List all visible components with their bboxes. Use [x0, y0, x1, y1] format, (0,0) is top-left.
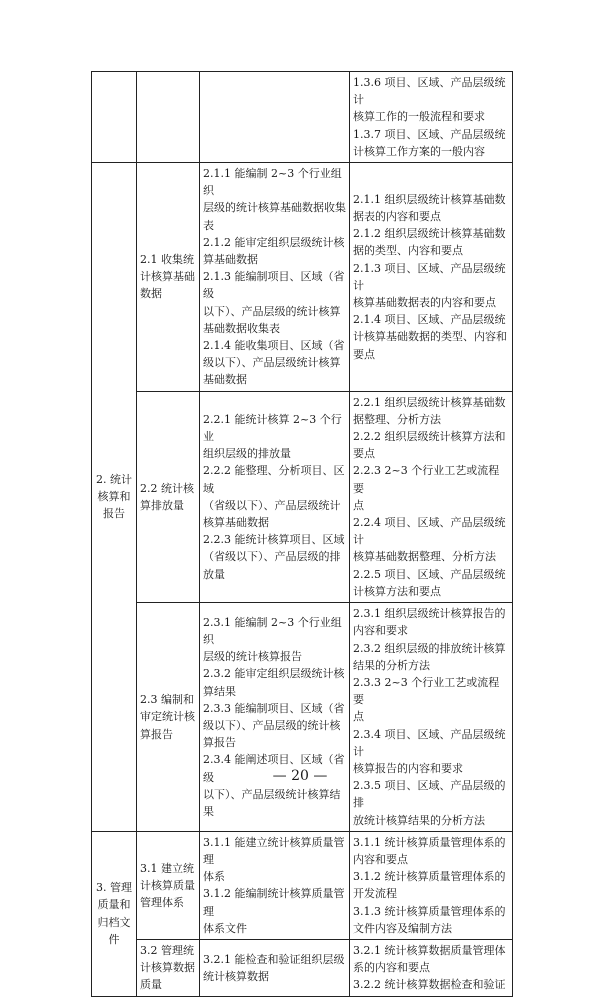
text-line: 算结果	[203, 684, 236, 698]
text-line: 2.2.5 项目、区域、产品层级统	[353, 567, 506, 581]
text-line: 点	[353, 710, 364, 724]
table-row-1	[92, 72, 513, 163]
text-line: 2.3.2 能审定组织层级统计核	[203, 667, 345, 681]
skill-requirements-cell	[200, 163, 350, 392]
text-line: 2.3.3 能编制项目、区域（省	[203, 701, 345, 715]
text-line: 3.2.1 能检查和验证组织层级	[203, 952, 345, 966]
text-line: 级以下）、产品层级的统计核	[203, 718, 341, 732]
text-line: 2.2.1 组织层级统计核算基础数	[353, 395, 506, 409]
text-line: 系的内容和要点	[353, 961, 430, 975]
text-line: 2.2.2 能整理、分析项目、区域	[203, 464, 345, 495]
table-row-4	[92, 603, 513, 832]
table-row-3	[92, 391, 513, 602]
text-line: 3.2 管理统	[140, 943, 194, 957]
text-line: 2.3.4 项目、区域、产品层级统计	[353, 727, 506, 758]
section-cell-quality-archiving	[92, 831, 137, 996]
text-line: 2.1.3 能编制项目、区域（省级	[203, 270, 345, 301]
table-row-6	[92, 939, 513, 996]
text-line: 据的类型、内容和要点	[353, 244, 463, 258]
text-line: 层级的统计核算基础数据收集	[203, 201, 346, 215]
text-line: 2. 统计	[96, 473, 132, 487]
text-line: 要点	[353, 347, 375, 361]
text-line: 核算基础数据整理、分析方法	[353, 550, 496, 564]
text-line: 管理体系	[140, 895, 184, 909]
text-line: 统计核算数据	[203, 969, 269, 983]
text-line: 2.1.2 组织层级统计核算基础数	[353, 227, 506, 241]
text-line: 放统计核算结果的分析方法	[353, 813, 485, 827]
text-line: 2.2.3 能统计核算项目、区域	[203, 533, 345, 547]
text-line: 2.2.4 项目、区域、产品层级统计	[353, 516, 506, 547]
text-line: 层级的统计核算报告	[203, 650, 302, 664]
skill-requirements-cell	[200, 72, 350, 163]
text-line: 计核算方法和要点	[353, 584, 441, 598]
knowledge-requirements-cell	[350, 939, 513, 996]
text-line: 件	[108, 932, 120, 946]
skill-requirements-cell	[200, 831, 350, 939]
text-line: 体系	[203, 870, 225, 884]
text-line: 3.1.1 统计核算质量管理体系的	[353, 835, 506, 849]
standards-table	[91, 71, 513, 997]
text-line: 2.2.3 2~3 个行业工艺或流程要	[353, 464, 500, 495]
text-line: 核算工作的一般流程和要求	[353, 110, 485, 124]
work-content-cell	[137, 163, 200, 392]
text-line: 3.1.3 统计核算质量管理体系的	[353, 904, 506, 918]
knowledge-requirements-cell	[350, 72, 513, 163]
text-line: （省级以下）、产品层级的排	[203, 550, 341, 564]
text-line: 2.1.4 能收集项目、区域（省	[203, 339, 345, 353]
text-line: 3.2.1 统计核算数据质量管理体	[353, 943, 506, 957]
text-line: 组织层级的排放量	[203, 447, 291, 461]
work-content-cell	[137, 391, 200, 602]
text-line: 内容和要求	[353, 624, 408, 638]
text-line: 体系文件	[203, 921, 247, 935]
text-line: 审定统计核	[140, 710, 195, 724]
text-line: 开发流程	[353, 887, 397, 901]
text-line: 计核算质量	[140, 878, 195, 892]
text-line: 2.1.1 组织层级统计核算基础数	[353, 192, 506, 206]
text-line: 据表的内容和要点	[353, 210, 441, 224]
text-line: 放量	[203, 567, 225, 581]
text-line: 计核算数据	[140, 961, 195, 975]
work-content-cell	[137, 603, 200, 832]
text-line: 归档文	[97, 915, 131, 929]
skill-requirements-cell	[200, 939, 350, 996]
text-line: 2.3.5 项目、区域、产品层级的排	[353, 779, 506, 810]
text-line: 内容和要点	[353, 852, 408, 866]
text-line: 2.3.3 2~3 个行业工艺或流程要	[353, 675, 500, 707]
text-line: 算排放量	[140, 498, 184, 512]
text-line: 3.1.2 能编制统计核算质量管理	[203, 887, 345, 918]
text-line: 算报告	[203, 736, 236, 750]
text-line: 2.1 收集统	[140, 253, 194, 267]
text-line: 计核算基础	[140, 270, 195, 284]
knowledge-requirements-cell	[350, 163, 513, 392]
page-number: — 20 —	[272, 768, 328, 784]
text-line: 数据	[140, 287, 162, 301]
work-content-cell	[137, 831, 200, 939]
text-line: 核算报告的内容和要求	[353, 761, 463, 775]
text-line: 以下）、产品层级的统计核算	[203, 304, 341, 318]
text-line: 点	[353, 498, 364, 512]
work-content-cell	[137, 72, 200, 163]
text-line: 以下）、产品层级统计核算结	[203, 787, 341, 801]
text-line: 2.3.4 能阐述项目、区域（省级	[203, 753, 345, 784]
text-line: 2.1.4 项目、区域、产品层级统	[353, 313, 506, 327]
text-line: 2.3.2 组织层级的排放统计核算	[353, 641, 506, 655]
text-line: 报告	[103, 507, 125, 521]
text-line: 2.1.3 项目、区域、产品层级统计	[353, 261, 506, 292]
text-line: 计核算基础数据的类型、内容和	[353, 330, 507, 344]
table-row-2	[92, 163, 513, 392]
text-line: 据整理、分析方法	[353, 412, 441, 426]
text-line: 质量和	[97, 898, 131, 912]
text-line: 2.3.1 组织层级统计核算报告的	[353, 607, 506, 621]
work-content-cell	[137, 939, 200, 996]
text-line: 2.3 编制和	[140, 693, 194, 707]
text-line: 核算和	[97, 490, 131, 504]
text-line: 基础数据收集表	[203, 321, 280, 335]
text-line: 3.1.2 统计核算质量管理体系的	[353, 870, 506, 884]
text-line: 2.2 统计核	[140, 481, 194, 495]
text-line: 3. 管理	[96, 881, 132, 895]
text-line: 3.1 建立统	[140, 861, 194, 875]
text-line: 基础数据	[203, 373, 247, 387]
text-line: （省级以下）、产品层级统计	[203, 498, 341, 512]
text-line: 算报告	[140, 727, 173, 741]
table-row-5	[92, 831, 513, 939]
text-line: 核算基础数据表的内容和要点	[353, 296, 496, 310]
text-line: 2.1.2 能审定组织层级统计核	[203, 235, 345, 249]
text-line: 1.3.6 项目、区域、产品层级统计	[353, 76, 506, 107]
text-line: 算基础数据	[203, 253, 258, 267]
text-line: 2.3.1 能编制 2~3 个行业组织	[203, 615, 342, 646]
text-line: 3.2.2 统计核算数据检查和验证	[353, 978, 506, 992]
knowledge-requirements-cell	[350, 603, 513, 832]
text-line: 1.3.7 项目、区域、产品层级统	[353, 127, 506, 141]
text-line: 2.1.1 能编制 2~3 个行业组织	[203, 167, 342, 198]
text-line: 级以下）、产品层级统计核算	[203, 356, 341, 370]
text-line: 质量	[140, 978, 162, 992]
text-line: 果	[203, 804, 214, 818]
text-line: 核算基础数据	[203, 516, 269, 530]
text-line: 2.2.2 组织层级统计核算方法和	[353, 430, 506, 444]
text-line: 结果的分析方法	[353, 658, 430, 672]
section-cell-statistics-accounting	[92, 163, 137, 832]
knowledge-requirements-cell	[350, 831, 513, 939]
skill-requirements-cell	[200, 603, 350, 832]
text-line: 要点	[353, 447, 375, 461]
knowledge-requirements-cell	[350, 391, 513, 602]
text-line: 文件内容及编制方法	[353, 921, 452, 935]
text-line: 表	[203, 218, 214, 232]
text-line: 3.1.1 能建立统计核算质量管理	[203, 835, 345, 866]
text-line: 2.2.1 能统计核算 2~3 个行业	[203, 412, 342, 444]
section-cell	[92, 72, 137, 163]
text-line: 计核算工作方案的一般内容	[353, 144, 485, 158]
skill-requirements-cell	[200, 391, 350, 602]
